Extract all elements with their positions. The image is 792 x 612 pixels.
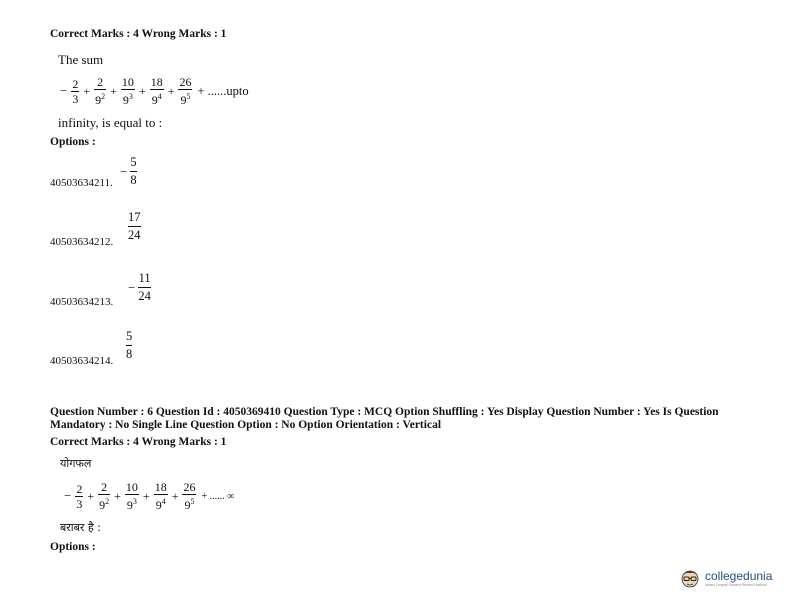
q5-series: − $\frac{2}{3}$ + $\frac{2}{9^2}$ + $\frac{10}{9^3}$ + $\frac{18}{9^4}$ + $\frac{26}{9^5}$ + ......upto <box>60 75 249 107</box>
q6-term-4: $\frac{18}{9^4}$ <box>154 480 167 512</box>
q5-term-3: $\frac{10}{9^3}$ <box>121 75 134 107</box>
q6-term-2: $\frac{2}{9^2}$ <box>99 480 110 512</box>
q6-series: − $\frac{2}{3}$ + $\frac{2}{9^2}$ + $\frac{10}{9^3}$ + $\frac{18}{9^4}$ + $\frac{26}{9^5}$ + ...... ∞ <box>64 480 235 512</box>
q5-options-label: Options : <box>50 136 96 148</box>
logo-tagline: India's Largest Student Review Platform <box>705 583 768 587</box>
q5-marks: Correct Marks : 4 Wrong Marks : 1 <box>50 28 227 40</box>
logo-name: collegedunia <box>705 569 773 583</box>
mascot-icon <box>678 566 702 590</box>
option-3-fraction: 11 24 <box>138 271 151 303</box>
q5-term-1: $\frac{2}{3}$ <box>72 76 79 106</box>
q5-option-4-id: 40503634214. <box>50 355 114 367</box>
q6-marks: Correct Marks : 4 Wrong Marks : 1 <box>50 436 227 448</box>
option-1-fraction: 5 8 <box>130 155 137 187</box>
q6-header: Question Number : 6 Question Id : 4050369410 Question Type : MCQ Option Shuffling : Yes Display Question Number : Yes Is Question <box>50 406 719 418</box>
q5-intro: The sum <box>58 52 104 67</box>
q5-option-2-id: 40503634212. <box>50 236 114 248</box>
q6-term-5: $\frac{26}{9^5}$ <box>183 480 196 512</box>
q6-options-label: Options : <box>50 541 96 553</box>
q5-series-tail: + ......upto <box>197 83 249 98</box>
q6-term-1: $\frac{2}{3}$ <box>76 481 83 511</box>
q6-term-3: $\frac{10}{9^3}$ <box>125 480 138 512</box>
q6-series-tail: + ...... ∞ <box>201 490 235 502</box>
option-4-fraction: 5 8 <box>126 329 133 361</box>
q5-leading-sign: − <box>60 83 68 98</box>
q6-leading-sign: − <box>64 488 72 503</box>
q5-intro-tail: infinity, is equal to : <box>58 115 163 130</box>
option-2-fraction: 17 24 <box>128 210 141 242</box>
q5-option-2[interactable] <box>128 211 141 242</box>
q5-option-3[interactable]: − 11 24 <box>128 271 151 303</box>
q6-header-2: Mandatory : No Single Line Question Option : No Option Orientation : Vertical <box>50 419 442 431</box>
q5-term-5: $\frac{26}{9^5}$ <box>179 75 192 107</box>
q6-intro-tail: बराबर है : <box>60 521 101 534</box>
q5-term-4: $\frac{18}{9^4}$ <box>150 75 163 107</box>
q5-option-1-id: 40503634211. <box>50 177 113 189</box>
collegedunia-logo <box>678 566 772 590</box>
q5-option-4[interactable] <box>126 330 132 361</box>
q5-option-1[interactable]: − 5 8 <box>120 155 137 187</box>
q5-term-2: $\frac{2}{9^2}$ <box>95 75 106 107</box>
q6-intro: योगफल <box>60 457 92 470</box>
q5-option-3-id: 40503634213. <box>50 296 114 308</box>
